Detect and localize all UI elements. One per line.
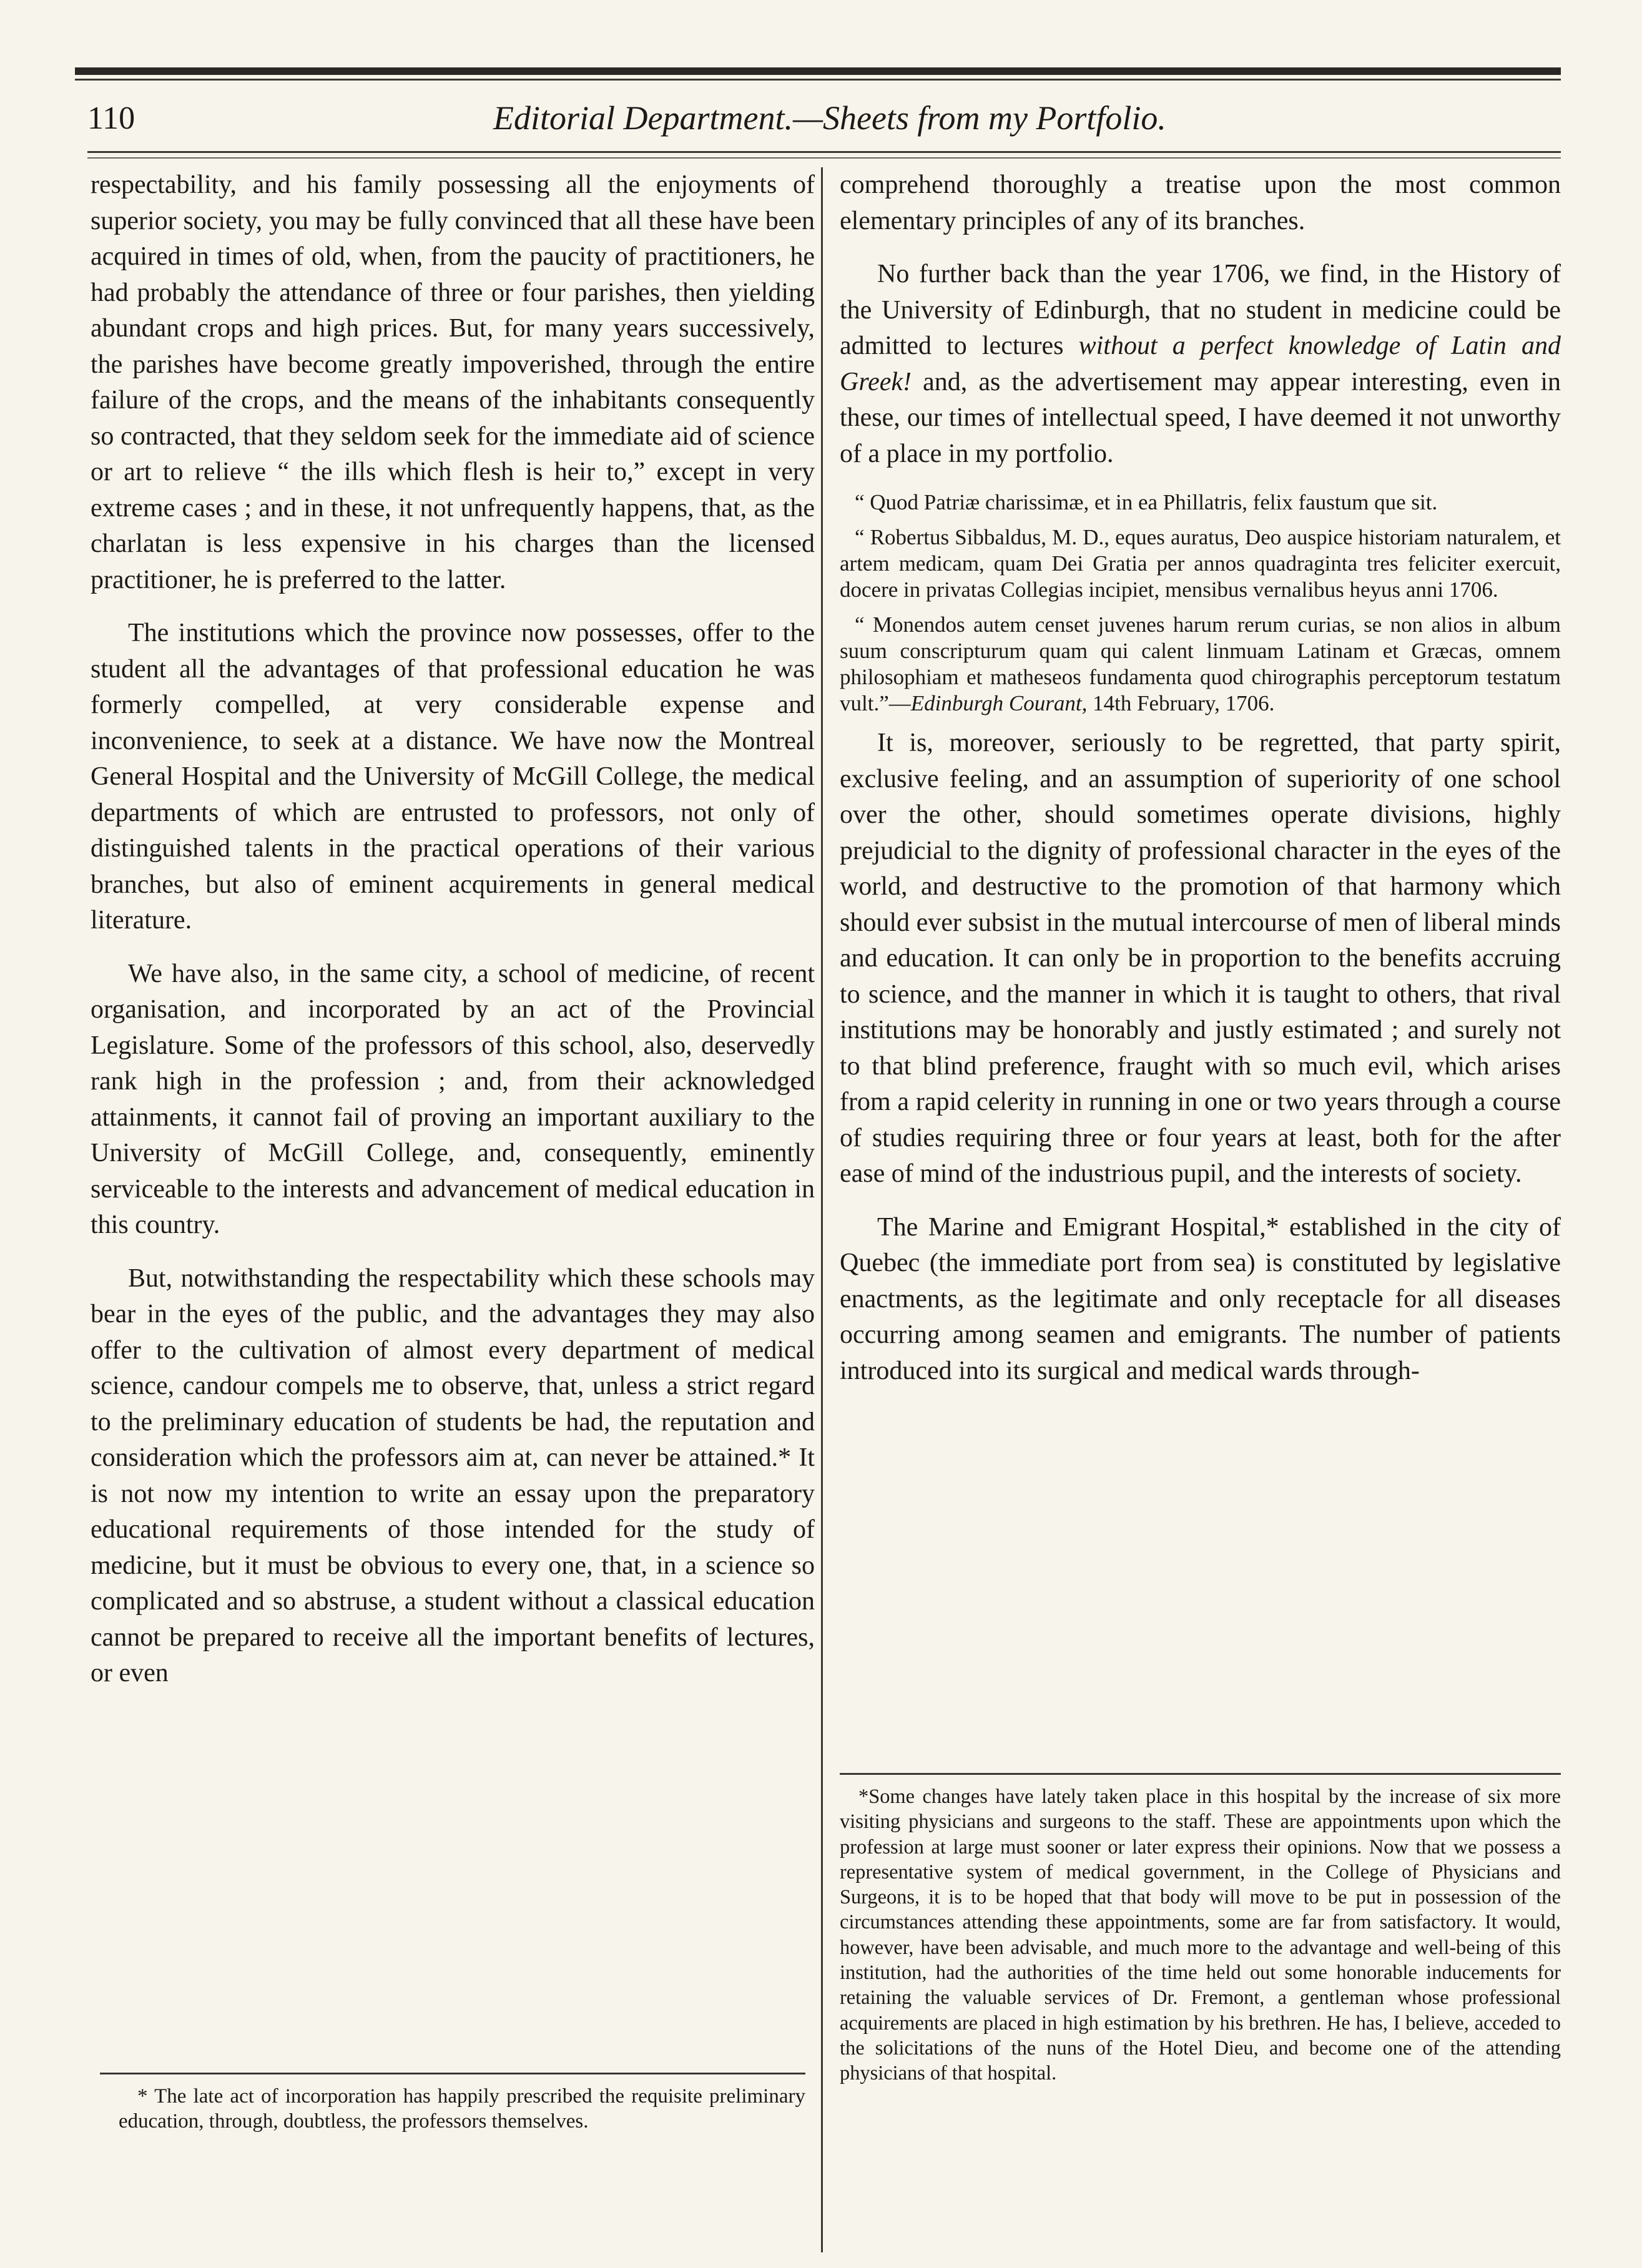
- left-paragraph-4: But, notwithstanding the respectability which these schools may bear in the eyes of the public, and the advantages they may also offer to the cultivation of almost every department of medical science, candour compels me to observe, that, unless a strict regard to the preliminary education of students be had, the reputation and consideration which the professors aim at, can never be attained.* It is not now my intention to write an essay upon the preparatory educational requirements of those intended for the study of medicine, but it must be obvious to every one, that, in a science so complicated and so abstruse, a student without a classical education cannot be prepared to receive all the important benefits of lectures, or even: [91, 1264, 815, 1687]
- right-paragraph-2-text-a: No further back than the year 1706, we find, in the History of the University of Edinburgh, that no student in medicine could be admitted to lectures: [840, 260, 1561, 360]
- latin-quote-2: “ Robertus Sibbaldus, M. D., eques auratus, Deo auspice historiam naturalem, et artem medicam, quam Dei Gratia per annos quadraginta tres feliciter exercuit, docere in privatas Collegias incipiet, mensibus vernalibus heyus anni 1706.: [840, 525, 1561, 602]
- right-paragraph-2-text-b: and, as the advertisement may appear interesting, even in these, our times of intellectual speed, I have deemed it not unworthy of a place in my portfolio.: [840, 367, 1561, 468]
- top-rule-thin: [75, 79, 1561, 81]
- header-rule: [87, 151, 1561, 153]
- right-footnote: *Some changes have lately taken place in this hospital by the increase of six more visiting physicians and surgeons to the staff. These are appointments upon which the profession at large must sooner or later express their opinions. Now that we possess a representative system of medical government, in the College of Physicians and Surgeons, it is to be hoped that that body will move to be put in possession of the circumstances attending these appointments, some are far from satisfactory. It would, however, have been advisable, and much more to the advantage and well-being of this institution, had the authorities of the time held out some honorable inducements for retaining the valuable services of Dr. Fremont, a gentleman whose professional acquirements are placed in high estimation by his brethren. He has, I believe, acceded to the solicitations of the nuns of the Hotel Dieu, and become one of the attending physicians of that hospital.: [840, 1785, 1561, 2085]
- latin-quote-3-text-b: 14th February, 1706.: [1087, 691, 1275, 715]
- latin-quote-1: “ Quod Patriæ charissimæ, et in ea Phillatris, felix faustum que sit.: [855, 490, 1438, 514]
- latin-quote-3-source: Edinburgh Courant,: [910, 691, 1088, 715]
- page-number: 110: [87, 101, 135, 136]
- left-footnote-rule: [100, 2073, 805, 2074]
- latin-quote-3: [840, 612, 1561, 717]
- left-paragraph-2: The institutions which the province now possesses, offer to the student all the advantages of that professional education he was formerly compelled, at very considerable expense and inconvenience, to seek at a distance. We have now the Montreal General Hospital and the University of McGill College, the medical departments of which are entrusted to professors, not only of distinguished talents in the practical operations of their various branches, but also of eminent acquirements in general medical literature.: [91, 619, 815, 935]
- right-column: [840, 167, 1561, 1406]
- left-footnote: * The late act of incorporation has happily prescribed the requisite preliminary education, through, doubtless, the professors themselves.: [119, 2085, 805, 2133]
- latin-quote-3-text-a: “ Monendos autem censet juvenes harum rerum curias, se non alios in album suum conscripturum quam qui calent linmuam Latinam et Græcas, omnem philosophiam et matheseos fundamenta quod chirographis perceptorum testatum vult.”—: [840, 612, 1561, 715]
- running-head: Editorial Department.—Sheets from my Portfolio.: [493, 99, 1166, 137]
- left-column: [91, 167, 815, 1709]
- top-rule: [75, 67, 1561, 75]
- right-paragraph-4: The Marine and Emigrant Hospital,* established in the city of Quebec (the immediate port from sea) is constituted by legislative enactments, as the legitimate and only receptacle for all diseases occurring among seamen and emigrants. The number of patients introduced into its surgical and medical wards through-: [840, 1212, 1561, 1385]
- right-paragraph-1: comprehend thoroughly a treatise upon the most common elementary principles of any of its branches.: [840, 170, 1561, 235]
- left-paragraph-3: We have also, in the same city, a school of medicine, of recent organisation, and incorporated by an act of the Provincial Legislature. Some of the professors of this school, also, deservedly rank high in the profession ; and, from their acknowledged attainments, it cannot fail of proving an important auxiliary to the University of McGill College, and, consequently, eminently serviceable to the interests and advancement of medical education in this country.: [91, 959, 815, 1239]
- right-footnote-rule: [840, 1773, 1561, 1775]
- right-paragraph-2: [840, 257, 1561, 472]
- right-paragraph-2-italic: without a perfect knowledge of Latin and Greek!: [840, 331, 1561, 396]
- header-rule-secondary: [87, 157, 1561, 159]
- left-paragraph-1: respectability, and his family possessing all the enjoyments of superior society, you may be fully convinced that all these have been acquired in times of old, when, from the paucity of practitioners, he had probably the attendance of three or four parishes, then yielding abundant crops and high prices. But, for many years successively, the parishes have become greatly impoverished, through the entire failure of the crops, and the means of the inhabitants consequently so contracted, that they seldom seek for the immediate aid of science or art to relieve “ the ills which flesh is heir to,” except in very extreme cases ; and in these, it not unfrequently happens, that, as the charlatan is less expensive in his charges than the licensed practitioner, he is preferred to the latter.: [91, 170, 815, 594]
- column-divider: [821, 167, 823, 2252]
- right-paragraph-3: It is, moreover, seriously to be regretted, that party spirit, exclusive feeling, and an assumption of superiority of one school over the other, should sometimes operate divisions, highly prejudicial to the dignity of professional character in the eyes of the world, and destructive to the promotion of that harmony which should ever subsist in the mutual intercourse of men of liberal minds and education. It can only be in proportion to the benefits accruing to science, and the manner in which it is taught to others, that rival institutions may be honorably and justly estimated ; and surely not to that blind preference, fraught with so much evil, which arises from a rapid celerity in running in one or two years through a course of studies requiring three or four years at least, both for the after ease of mind of the industrious pupil, and the interests of society.: [840, 729, 1561, 1188]
